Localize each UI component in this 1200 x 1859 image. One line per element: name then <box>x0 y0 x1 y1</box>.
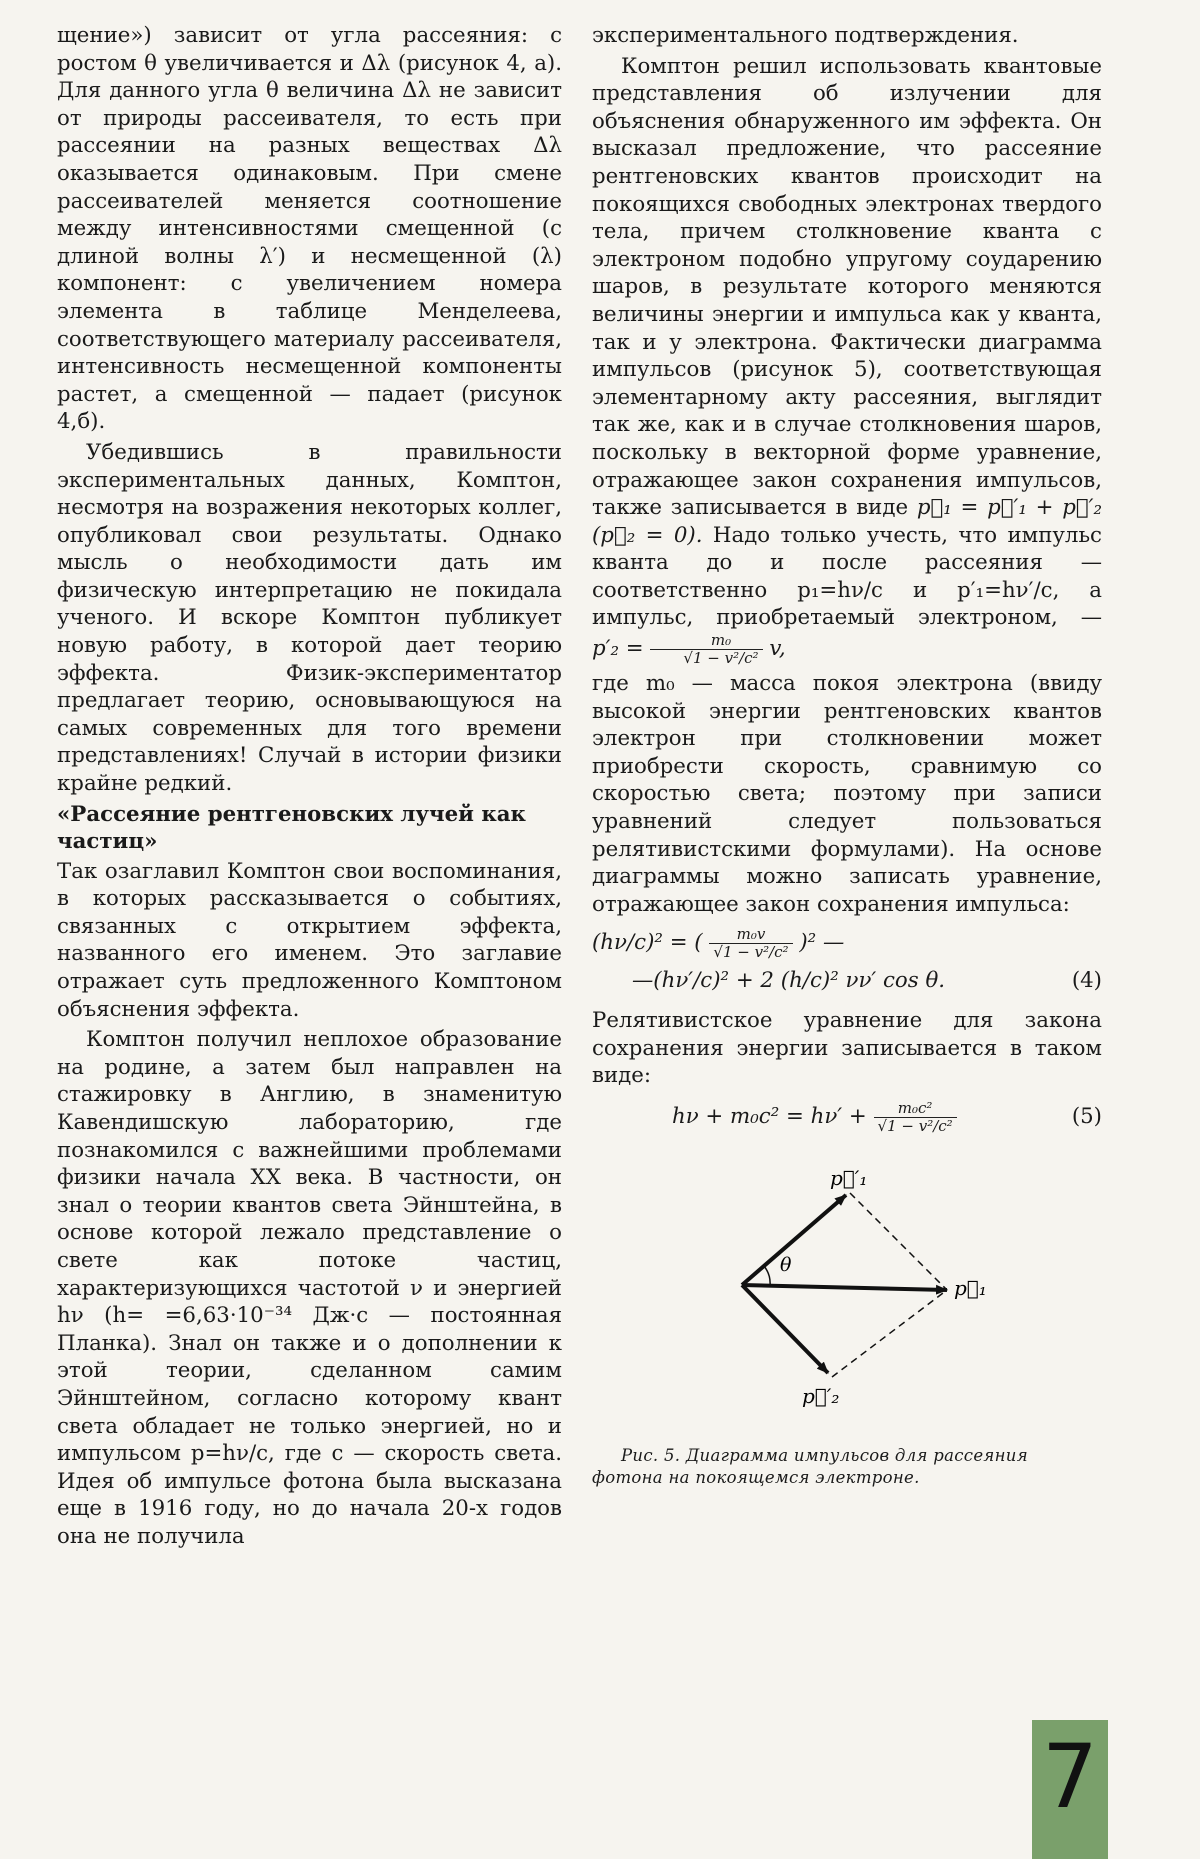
equation-4-line-2 <box>592 967 1102 995</box>
momentum-diagram <box>592 1145 1102 1445</box>
paragraph: экспериментального подтверждения. <box>592 23 1019 48</box>
paragraph-text: Надо только учесть, что импульс кванта до и после рассеяния — соответственно p₁=hν/c и p′₁=hν′/c, а импульс, приобретаемый электроном, — <box>592 522 1102 631</box>
formula-lhs: p′₂ = <box>592 636 644 662</box>
fraction-denominator: √1 − v²/c² <box>713 943 789 962</box>
equation-part: )² — <box>799 930 845 956</box>
vector-p1-prime <box>742 1195 846 1285</box>
fraction <box>874 1100 957 1135</box>
angle-arc <box>764 1266 770 1286</box>
paragraph: где m₀ — масса покоя электрона (ввиду высокой энергии рентгеновских квантов электрон при столкновении может приобрести скорость, сравнимую со скоростью света; поэтому при записи уравнений следует пользоваться релятивистскими формулами). На основе диаграммы можно записать уравнение, отражающее закон сохранения импульса: <box>592 671 1102 917</box>
dashed-line-upper <box>850 1193 947 1290</box>
page-number-tab <box>1032 1720 1108 1859</box>
equation-4 <box>592 926 1102 995</box>
paragraph-text: Комптон решил использовать квантовые представления об излучении для объяснения обнаруженного им эффекта. Он высказал предложение, что рассеяние рентгеновских квантов происходит на покоящихся свободных электронах твердого тела, причем столкновение кванта с электроном подобно упругому соударению шаров, в результате которого меняются величины энергии и импульса как у кванта, так и у электрона. Фактически диаграмма импульсов (рисунок 5), соответствующая элементарному акту рассеяния, выглядит так же, как и в случае столкновения шаров, поскольку в векторной форме уравнение, отражающее закон сохранения импульсов, также записывается в виде <box>592 53 1102 521</box>
fraction-denominator: √1 − v²/c² <box>877 1116 953 1135</box>
fraction-denominator: √1 − v²/c² <box>683 649 759 668</box>
equation-5-body <box>672 1100 957 1135</box>
paragraph: Так озаглавил Комптон свои воспоминания, в которых рассказывается о событиях, связанных с открытием эффекта, названного его именем. Это заглавие отражает суть предложенного Комптоном объяснения эффекта. <box>57 858 562 1022</box>
paragraph: Комптон получил неплохое образование на родине, а затем был направлен на стажировку в Англию, в знаменитую Кавендишскую лабораторию, где познакомился с важнейшими проблемами физики начала XX века. В частности, он знал о теории квантов света Эйнштейна, в основе которой лежало представление о свете как потоке частиц, характеризующихся частотой ν и энергией hν (h= =6,63·10⁻³⁴ Дж·с — постоянная Планка). Знал он также и о дополнении к этой теории, сделанном самим Эйнштейном, согласно которому квант света обладает не только энергией, но и импульсом p=hν/c, где c — скорость света. Идея об импульсе фотона была высказана еще в 1916 году, но до начала 20-х годов она не получила <box>57 1027 562 1549</box>
paragraph: Релятивистское уравнение для закона сохранения энергии записывается в таком виде: <box>592 1008 1102 1089</box>
momentum-vector-equation: p⃗₁ = p⃗′₁ + p⃗′₂ (p⃗₂ = 0). <box>592 495 1102 548</box>
label-p1-prime: p⃗′₁ <box>830 1165 868 1190</box>
fraction <box>650 632 762 667</box>
right-column <box>592 22 1102 1489</box>
paragraph <box>592 53 1102 667</box>
equation-number: (4) <box>1071 968 1102 994</box>
fraction <box>709 926 792 961</box>
paragraph: щение») зависит от угла рассеяния: с ростом θ увеличивается и Δλ (рисунок 4, а). Для данного угла θ величина Δλ не зависит от природы рассеивателя, то есть при рассеянии на разных веществах Δλ оказывается одинаковым. При смене рассеивателей меняется соотношение между интенсивностями смещенной (с длиной волны λ′) и несмещенной (λ) компонент: с увеличением номера элемента в таблице Менделеева, соответствующего материалу рассеивателя, интенсивность несмещенной компоненты растет, а смещенной — падает (рисунок 4,б). <box>57 23 562 435</box>
equation-part: —(hν′/c)² + 2 (h/c)² νν′ cos θ. <box>632 968 946 994</box>
fraction-numerator: m₀v <box>709 926 792 944</box>
equation-5 <box>592 1100 1102 1135</box>
dashed-line-lower <box>832 1290 947 1377</box>
paragraph: Убедившись в правильности экспериментальных данных, Комптон, несмотря на возражения некоторых коллег, опубликовал свои результаты. Однако мысль о необходимости дать им физическую интерпретацию не покидала ученого. И вскоре Комптон публикует новую работу, в которой дает теорию эффекта. Физик-экспериментатор предлагает теорию, основывающуюся на самых современных для того времени представлениях! Случай в истории физики крайне редкий. <box>57 439 562 797</box>
section-heading: «Рассеяние рентгеновских лучей как частиц» <box>57 801 526 854</box>
page-number: 7 <box>1042 1725 1098 1828</box>
label-p1: p⃗₁ <box>954 1275 987 1300</box>
equation-4-line-1 <box>592 926 1102 961</box>
momentum-diagram-svg <box>592 1145 1102 1445</box>
left-column <box>57 22 562 1550</box>
label-theta: θ <box>780 1253 792 1276</box>
formula-rhs: v, <box>769 636 786 662</box>
electron-momentum-formula <box>592 631 786 668</box>
equation-part: hν + m₀c² = hν′ + <box>672 1103 867 1129</box>
label-p2-prime: p⃗′₂ <box>802 1383 840 1408</box>
equation-number: (5) <box>1071 1104 1102 1130</box>
equation-part: (hν/c)² = ( <box>592 930 703 956</box>
figure-caption: Рис. 5. Диаграмма импульсов для рассеяния фотона на покоящемся электроне. <box>592 1445 1028 1487</box>
fraction-numerator: m₀c² <box>874 1100 957 1118</box>
vector-p2-prime <box>742 1285 828 1373</box>
fraction-numerator: m₀ <box>650 632 762 650</box>
vector-p1 <box>742 1285 947 1290</box>
